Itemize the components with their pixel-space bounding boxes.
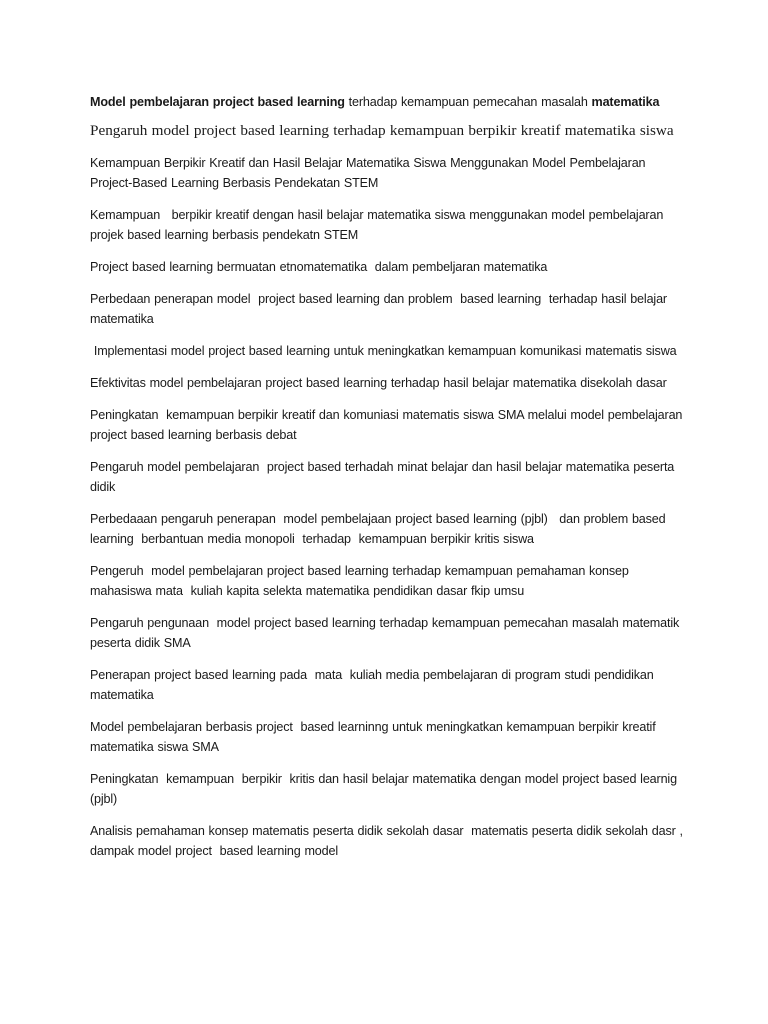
document-paragraph: Pengaruh model pembelajaran project based terhadah minat belajar dan hasil belajar matematika peserta didik <box>90 460 679 494</box>
document-paragraph: Peningkatan kemampuan berpikir kreatif dan komuniasi matematis siswa SMA melalui model pembelajaran project based learning berbasis debat <box>90 408 687 442</box>
heading-bold-part: Model pembelajaran project based learning <box>90 95 345 109</box>
document-paragraph: Project based learning bermuatan etnomatematika dalam pembeljaran matematika <box>90 260 548 274</box>
document-page <box>90 92 690 873</box>
document-serif-line: Pengaruh model project based learning terhadap kemampuan berpikir kreatif matematika siswa <box>90 122 674 139</box>
document-paragraph: Implementasi model project based learning untuk meningkatkan kemampuan komunikasi matematis siswa <box>90 344 677 358</box>
document-paragraph: Perbedaaan pengaruh penerapan model pembelajaan project based learning (pjbl) dan problem based learning berbantuan media monopoli terhadap kemampuan berpikir kritis siswa <box>90 512 670 546</box>
document-paragraph: Penerapan project based learning pada mata kuliah media pembelajaran di program studi pendidikan matematika <box>90 668 658 702</box>
heading-normal-part: terhadap kemampuan pemecahan masalah <box>344 95 592 109</box>
document-paragraph: Pengeruh model pembelajaran project based learning terhadap kemampuan pemahaman konsep mahasiswa mata kuliah kapita selekta matematika pendidikan dasar fkip umsu <box>90 564 633 598</box>
document-paragraph: Kemampuan berpikir kreatif dengan hasil belajar matematika siswa menggunakan model pembelajaran projek based learning berbasis pendekatn STEM <box>90 208 668 242</box>
document-paragraph: Perbedaan penerapan model project based learning dan problem based learning terhadap hasil belajar matematika <box>90 292 671 326</box>
document-paragraph: Pengaruh pengunaan model project based learning terhadap kemampuan pemecahan masalah matematik peserta didik SMA <box>90 616 687 650</box>
document-heading-line <box>90 92 690 112</box>
document-paragraph: Analisis pemahaman konsep matematis peserta didik sekolah dasar matematis peserta didik sekolah dasr , dampak model project based learning model <box>90 824 687 858</box>
document-paragraph: Kemampuan Berpikir Kreatif dan Hasil Belajar Matematika Siswa Menggunakan Model Pembelajaran Project-Based Learning Berbasis Pendekatan STEM <box>90 156 650 190</box>
document-paragraph: Peningkatan kemampuan berpikir kritis dan hasil belajar matematika dengan model project based learnig (pjbl) <box>90 772 681 806</box>
document-paragraph: Model pembelajaran berbasis project based learninng untuk meningkatkan kemampuan berpikir kreatif matematika siswa SMA <box>90 720 660 754</box>
heading-bold-end: matematika <box>591 95 660 109</box>
document-paragraph: Efektivitas model pembelajaran project based learning terhadap hasil belajar matematika disekolah dasar <box>90 376 667 390</box>
